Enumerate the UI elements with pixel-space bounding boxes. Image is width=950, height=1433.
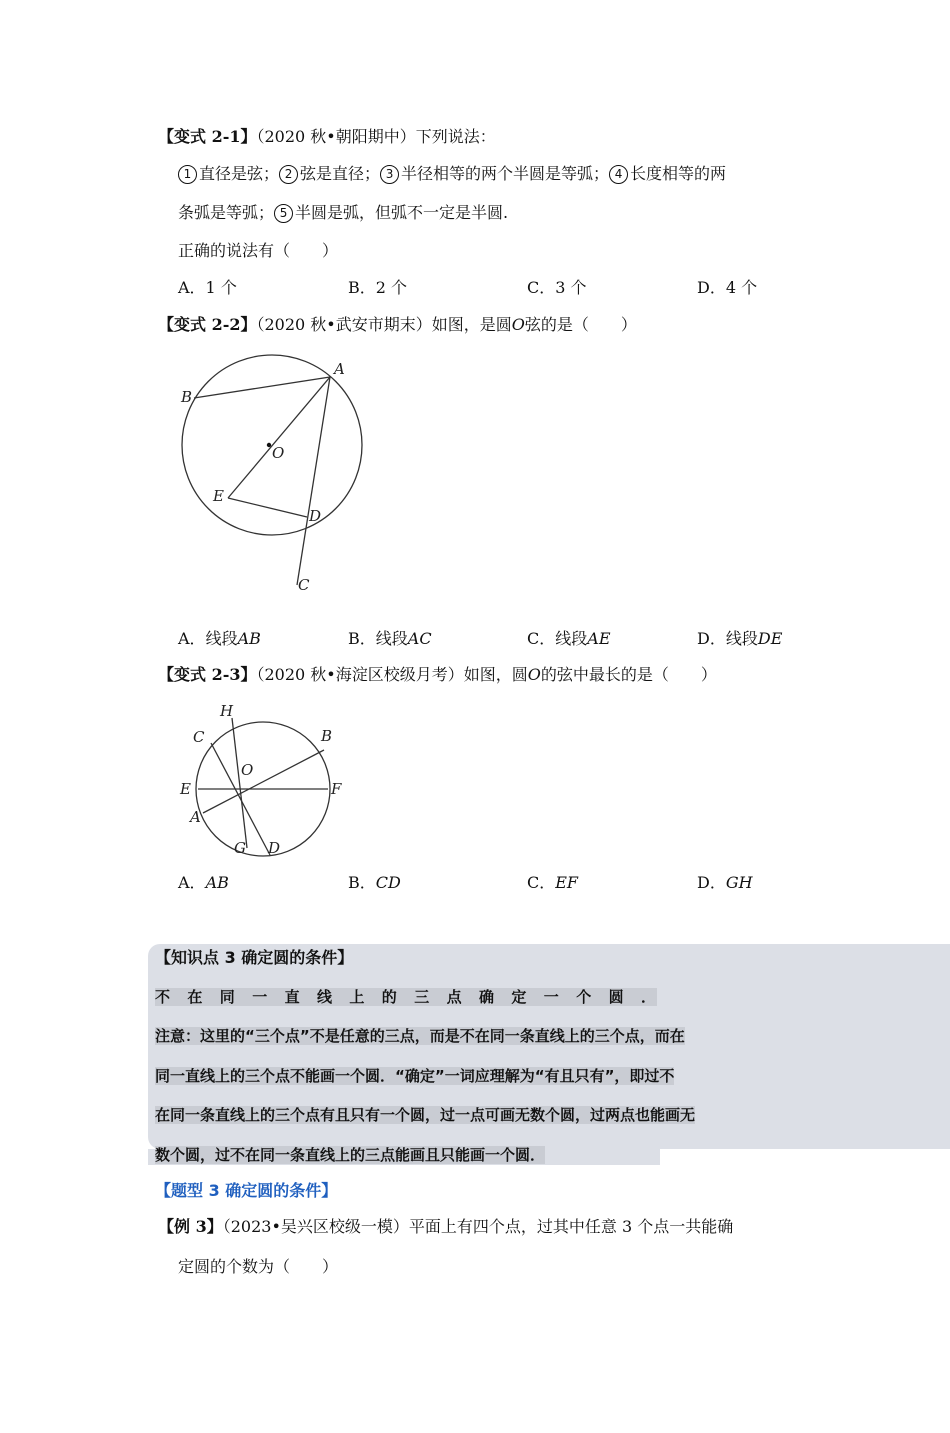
label-d: D <box>268 839 281 857</box>
v22-source-end: 弦的是（ ） <box>524 315 637 334</box>
label-e: E <box>180 780 191 798</box>
v23-option-c: C．EF <box>527 873 579 892</box>
circled-number-5: 5 <box>274 204 293 223</box>
label-b: B <box>321 727 333 745</box>
segment-ab <box>194 377 330 398</box>
v23-source-end: 的弦中最长的是（ ） <box>540 665 717 684</box>
circled-number-1: 1 <box>178 165 197 184</box>
knowledge-line-5-wrap <box>155 1144 545 1165</box>
v22-option-a: A．线段AB <box>178 629 261 648</box>
knowledge-line-5: 数个圆，过不在同一条直线上的三点能画且只能画一个圆． <box>155 1146 546 1164</box>
v23-o: O <box>527 665 541 684</box>
label-f: F <box>331 780 342 798</box>
statement-2: 弦是直径； <box>300 164 381 183</box>
label-o: O <box>241 761 254 779</box>
knowledge-line-4-wrap <box>155 1104 695 1125</box>
circled-number-4: 4 <box>609 165 628 184</box>
v23-header <box>158 665 717 685</box>
label-h: H <box>220 702 234 720</box>
v22-circle-figure <box>170 345 380 595</box>
label-g: G <box>234 839 246 857</box>
center-point <box>267 443 271 447</box>
knowledge-title: 【知识点 3 确定圆的条件】 <box>155 948 354 967</box>
ex3-label: 【例 3】 <box>158 1217 223 1236</box>
v23-circle-figure <box>175 700 355 865</box>
label-o: O <box>272 444 285 462</box>
label-a: A <box>190 808 201 826</box>
v23-option-d: D．GH <box>697 873 753 892</box>
segment-ed <box>228 498 307 517</box>
knowledge-line-3-wrap <box>155 1065 674 1086</box>
v22-option-c: C．线段AE <box>527 629 611 648</box>
label-c: C <box>193 728 205 746</box>
knowledge-line-1-wrap <box>155 986 797 1006</box>
v21-statements-line1 <box>178 164 726 184</box>
v23-option-a: A．AB <box>178 873 229 892</box>
v21-source: （2020 秋•朝阳期中）下列说法： <box>256 127 496 146</box>
knowledge-line-2-wrap <box>155 1025 685 1046</box>
knowledge-line-4: 在同一条直线上的三个点有且只有一个圆，过一点可画无数个圆，过两点也能画无 <box>155 1106 696 1124</box>
v21-header <box>158 127 496 147</box>
v23-label: 【变式 2-3】 <box>158 665 257 684</box>
label-a: A <box>334 360 345 378</box>
circled-number-2: 2 <box>279 165 298 184</box>
ex3-header <box>158 1217 733 1237</box>
v22-option-d: D．线段DE <box>697 629 783 648</box>
v22-header <box>158 315 637 335</box>
label-e: E <box>213 487 224 505</box>
circled-number-3: 3 <box>380 165 399 184</box>
v21-question: 正确的说法有（ ） <box>178 241 339 260</box>
statement-4-cont: 条弧是等弧； <box>178 203 275 222</box>
segment-ae <box>228 377 330 498</box>
knowledge-line-2: 注意：这里的“三个点”不是任意的三点，而是不在同一条直线上的三个点，而在 <box>155 1027 685 1045</box>
knowledge-line-3: 同一直线上的三个点不能画一个圆．“确定”一词应理解为“有且只有”，即过不 <box>155 1067 675 1085</box>
v21-option-b: B．2 个 <box>348 278 408 297</box>
ex3-source: （2023•吴兴区校级一模）平面上有四个点，过其中任意 3 个点一共能确 <box>222 1217 734 1236</box>
segment-ac <box>297 377 330 585</box>
chord-gh <box>232 718 247 848</box>
v21-option-c: C．3 个 <box>527 278 587 297</box>
v22-source: （2020 秋•武安市期末）如图，是圆 <box>256 315 512 334</box>
v21-label: 【变式 2-1】 <box>158 127 257 146</box>
v22-option-b: B．线段AC <box>348 629 432 648</box>
statement-4: 长度相等的两 <box>630 164 727 183</box>
type3-title: 【题型 3 确定圆的条件】 <box>155 1181 338 1200</box>
knowledge-line-1: 不 在 同 一 直 线 上 的 三 点 确 定 一 个 圆 ． <box>155 988 658 1006</box>
statement-1: 直径是弦； <box>199 164 280 183</box>
v21-statements-line2 <box>178 203 508 223</box>
label-c: C <box>298 576 310 594</box>
v22-o: O <box>511 315 525 334</box>
ex3-question: 定圆的个数为（ ） <box>178 1257 339 1276</box>
label-d: D <box>309 507 322 525</box>
statement-3: 半径相等的两个半圆是等弧； <box>401 164 610 183</box>
statement-5: 半圆是弧，但弧不一定是半圆. <box>295 203 509 222</box>
v23-option-b: B．CD <box>348 873 401 892</box>
v23-source: （2020 秋•海淀区校级月考）如图，圆 <box>256 665 528 684</box>
v21-option-a: A．1 个 <box>178 278 237 297</box>
chord-ab <box>203 750 324 813</box>
v22-label: 【变式 2-2】 <box>158 315 257 334</box>
v21-option-d: D．4 个 <box>697 278 758 297</box>
label-b: B <box>181 388 193 406</box>
